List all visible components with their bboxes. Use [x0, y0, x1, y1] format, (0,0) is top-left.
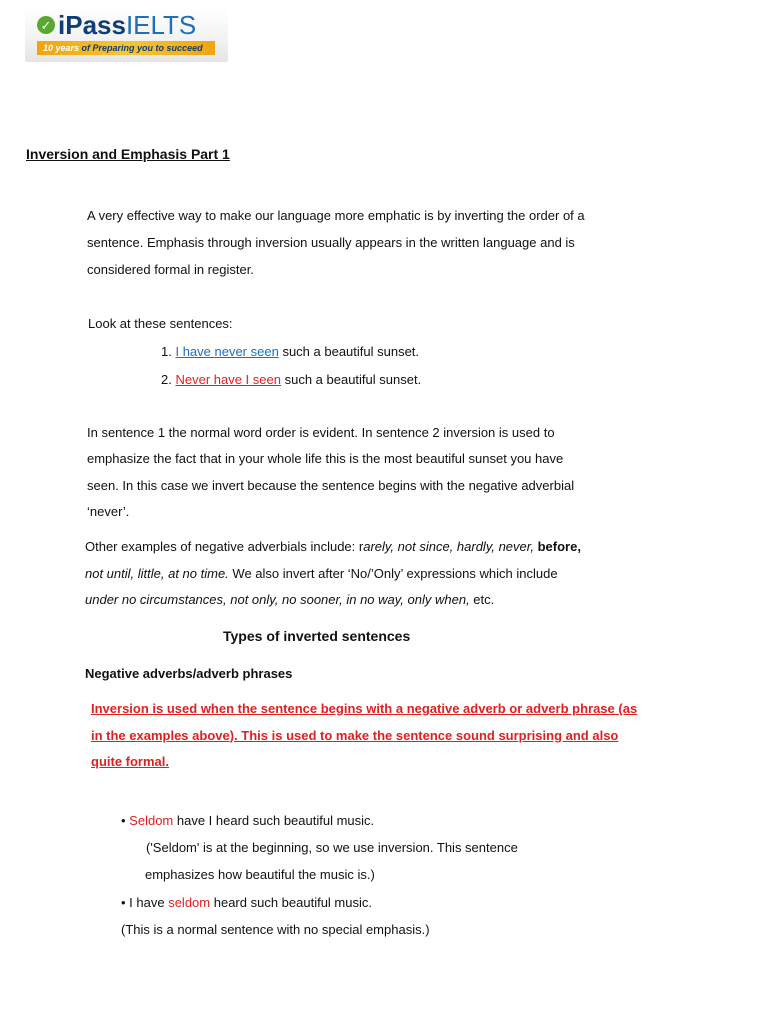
other-text: Other examples of negative adverbials include: r: [85, 539, 364, 554]
example-phrase-inverted: Never have I seen: [175, 372, 281, 387]
look-label: Look at these sentences:: [88, 316, 233, 331]
logo-brand-ielts: IELTS: [125, 10, 197, 40]
page-title: Inversion and Emphasis Part 1: [26, 146, 230, 162]
bullet-item: [121, 807, 374, 834]
other-examples-paragraph: [85, 534, 581, 614]
other-italic: arely, not since, hardly, never,: [363, 539, 538, 554]
ipass-ielts-logo: [25, 8, 228, 62]
logo-brand-ipass: iPass: [58, 10, 126, 40]
explanation-line: ‘never’.: [87, 503, 130, 519]
intro-paragraph: [87, 202, 585, 283]
example-rest: such a beautiful sunset.: [280, 372, 422, 387]
logo-tagline-rest: of Preparing you to succeed: [79, 43, 203, 53]
bullet-note: emphasizes how beautiful the music is.): [145, 867, 375, 882]
highlight-word: seldom: [168, 895, 211, 910]
checkmark-icon: ✓: [37, 16, 55, 34]
bullet-dot: •: [121, 813, 130, 828]
other-line-2: [85, 561, 581, 588]
example-2: [161, 366, 421, 393]
other-text: etc.: [469, 592, 495, 607]
other-line-3: [85, 587, 581, 614]
bullet-note: ('Seldom' is at the beginning, so we use inversion. This sentence: [146, 840, 518, 855]
intro-line: considered formal in register.: [87, 262, 254, 277]
rule-line: quite formal.: [91, 754, 170, 769]
explanation-line: seen. In this case we invert because the sentence begins with the negative adverbial: [87, 477, 575, 493]
example-rest: such a beautiful sunset.: [278, 344, 420, 359]
other-line-1: [85, 534, 581, 561]
example-1: [161, 338, 419, 365]
section-subheading: Negative adverbs/adverb phrases: [85, 666, 293, 681]
types-heading: Types of inverted sentences: [223, 628, 411, 644]
rule-paragraph: [91, 696, 637, 776]
rule-line: Inversion is used when the sentence begins with a negative adverb or adverb phrase (as: [91, 701, 638, 716]
explanation-line: emphasize the fact that in your whole life this is the most beautiful sunset you have: [87, 451, 564, 467]
other-bold: before,: [537, 539, 581, 554]
other-italic: not until, little, at no time.: [85, 565, 229, 581]
rule-line: in the examples above). This is used to make the sentence sound surprising and also: [91, 727, 619, 743]
logo-tagline-years: 10 years: [43, 43, 80, 53]
bullet-text: heard such beautiful music.: [210, 895, 372, 910]
bullet-note: (This is a normal sentence with no special emphasis.): [121, 922, 430, 937]
bullet-text: have I heard such beautiful music.: [173, 813, 375, 828]
explanation-paragraph: [87, 420, 574, 525]
other-text: We also invert after ‘No/’Only’ expressions which include: [228, 565, 558, 581]
explanation-line: In sentence 1 the normal word order is evident. In sentence 2 inversion is used to: [87, 425, 555, 440]
intro-line: A very effective way to make our language more emphatic is by inverting the order of a: [87, 208, 585, 223]
logo-wordmark: [58, 10, 196, 40]
intro-line: sentence. Emphasis through inversion usually appears in the written language and is: [87, 235, 575, 250]
logo-tagline: [37, 41, 215, 55]
highlight-word: Seldom: [129, 813, 174, 828]
bullet-item: [121, 889, 372, 916]
example-number: 2.: [161, 372, 176, 387]
example-number: 1.: [161, 344, 176, 359]
other-italic: under no circumstances, not only, no sooner, in no way, only when,: [85, 592, 470, 607]
bullet-text: • I have: [121, 895, 169, 910]
example-phrase-normal: I have never seen: [175, 344, 279, 359]
